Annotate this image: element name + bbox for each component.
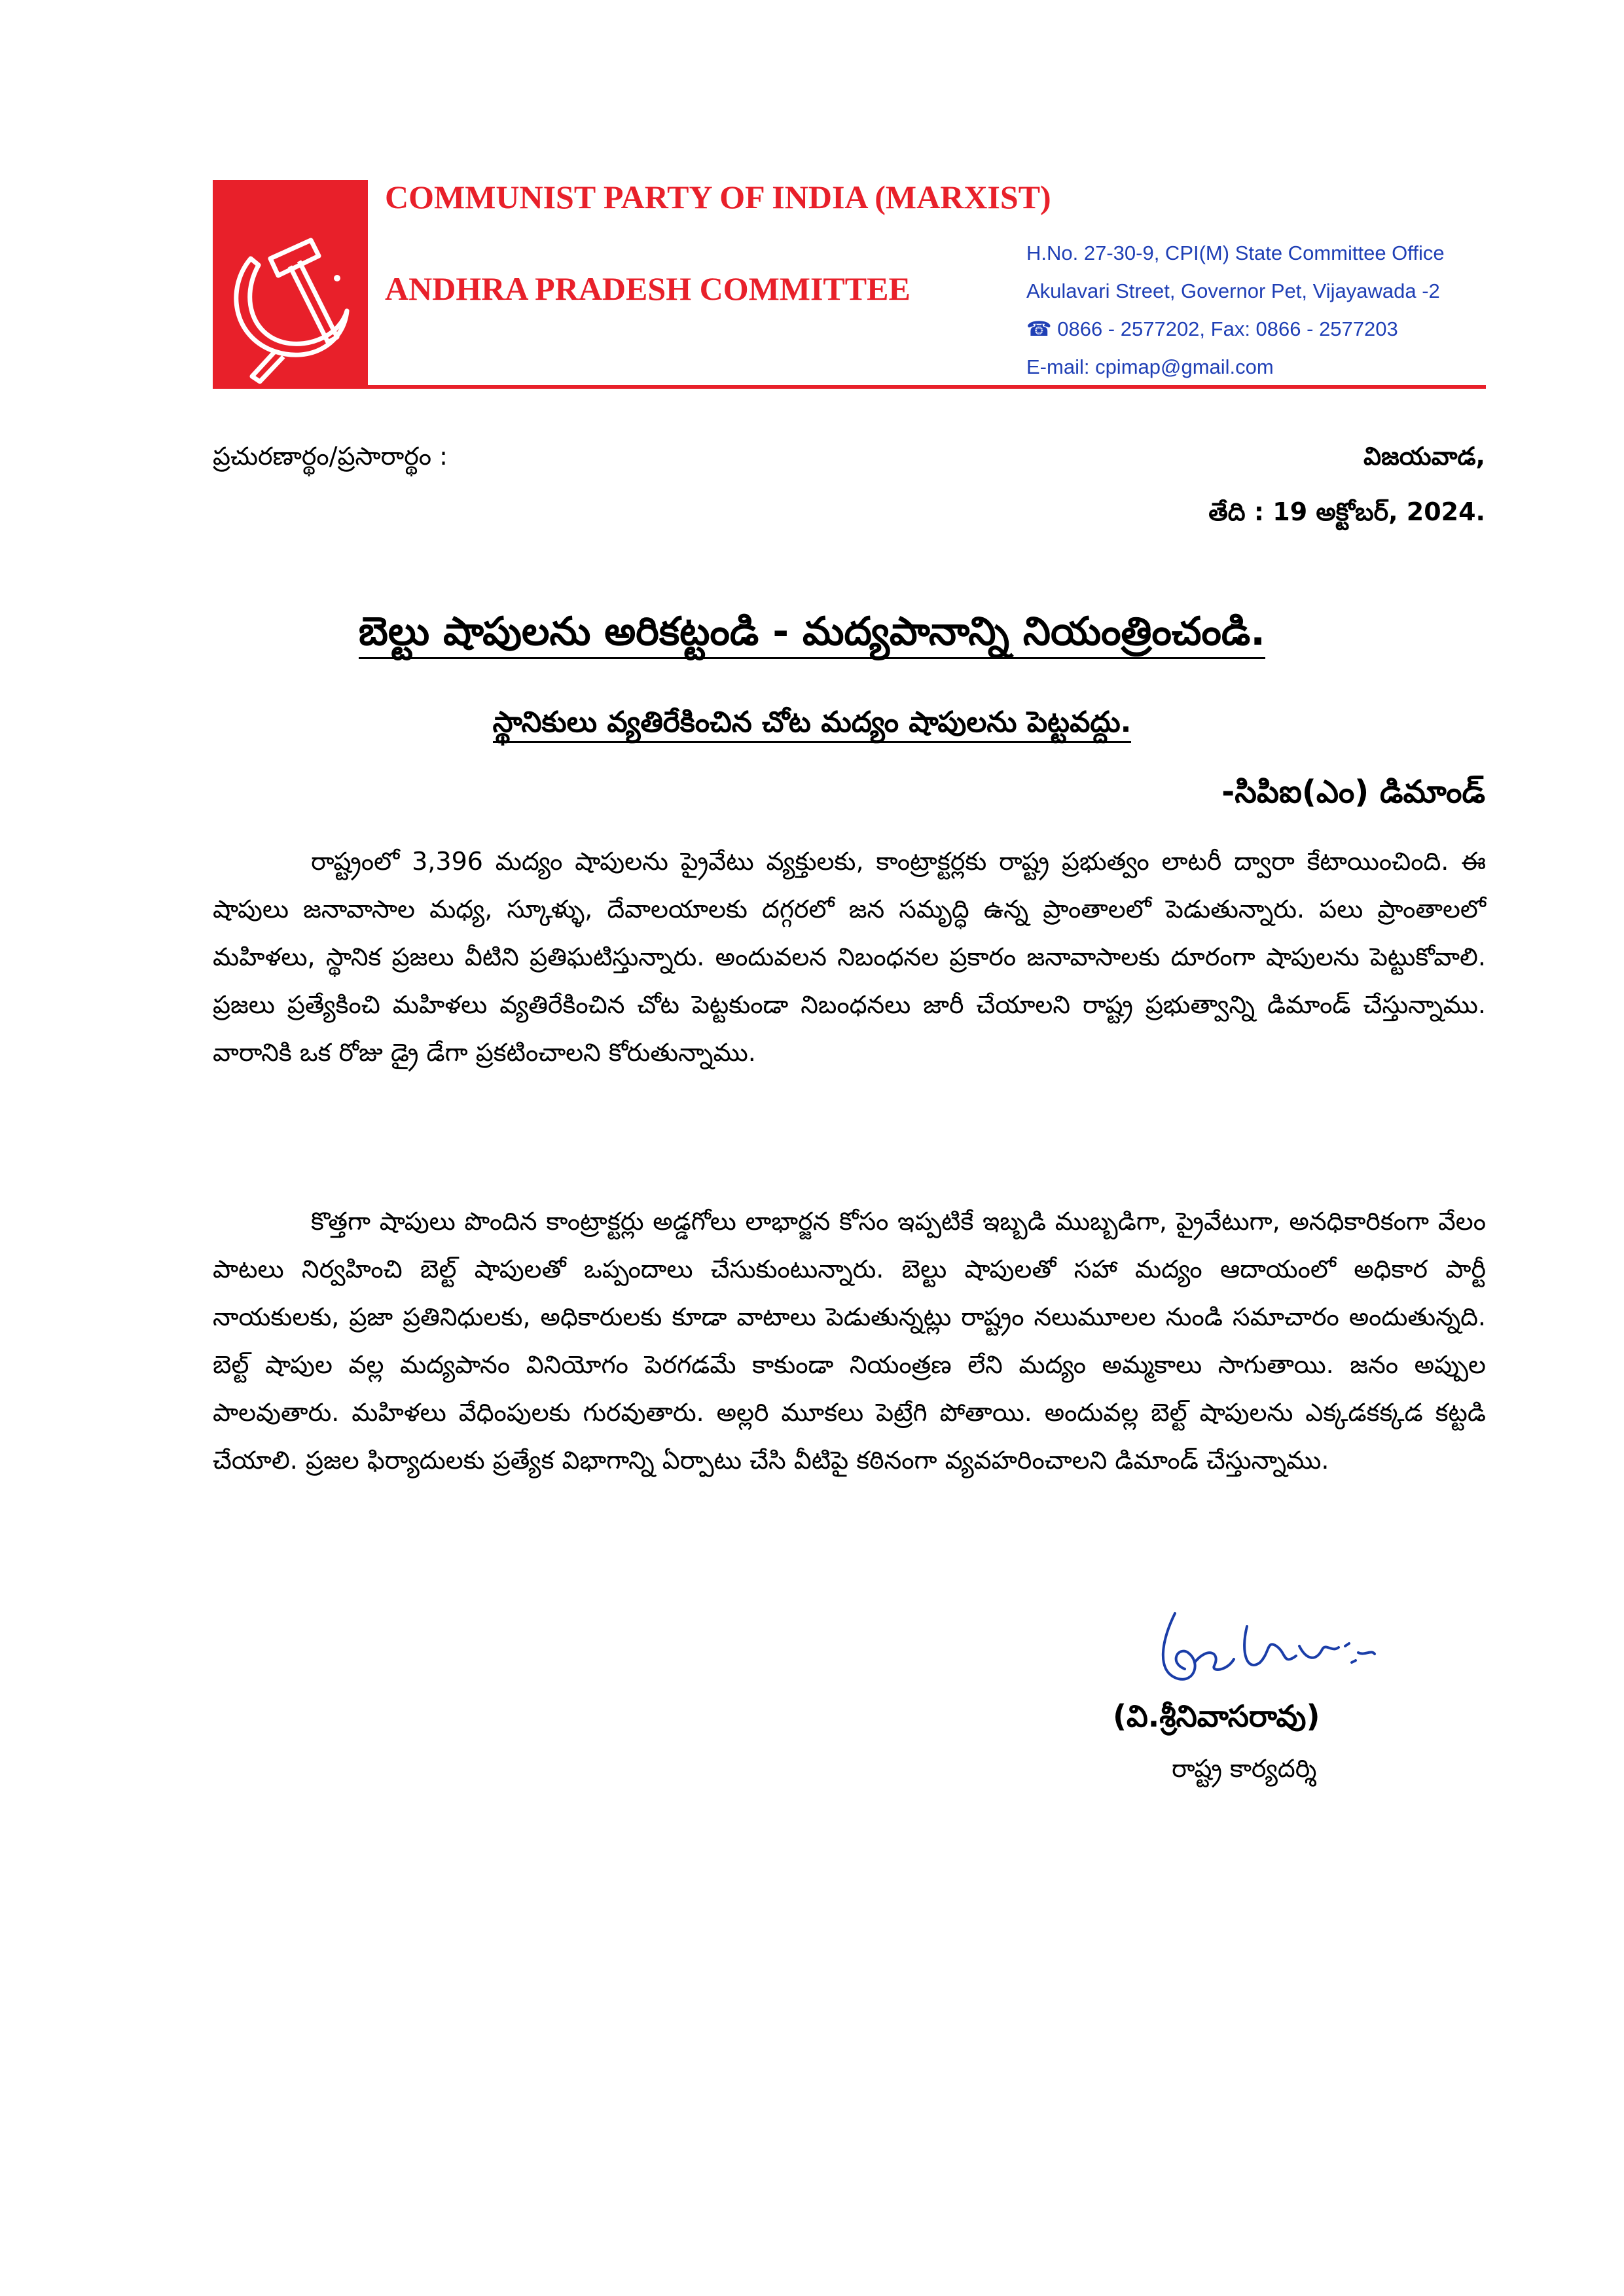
release-label: ప్రచురణార్థం/ప్రసారార్థం : [213, 442, 448, 471]
body-paragraph-2 [213, 1198, 1486, 1484]
address-line-office: H.No. 27-30-9, CPI(M) State Committee Office [1026, 242, 1445, 264]
hammer-sickle-icon [213, 180, 368, 388]
letterhead-divider [213, 385, 1486, 389]
headline-text: బెల్టు షాపులను అరికట్టండి - మద్యపానాన్ని నియంత్రించండి. [359, 609, 1265, 659]
paragraph-text: కొత్తగా షాపులు పొందిన కాంట్రాక్టర్లు అడ్డగోలు లాభార్జన కోసం ఇప్పటికే ఇబ్బడి ముబ్బడిగా, ప్రైవేటుగా, అనధికారికంగా వేలం పాటలు నిర్వహించి బెల్ట్ షాపులతో ఒప్పందాలు చేసుకుంటున్నారు. బెల్టు షాపులతో సహా మద్యం ఆదాయంలో అధికార పార్టీ నాయకులకు, ప్రజా ప్రతినిధులకు, అధికారులకు కూడా వాటాలు పెడుతున్నట్లు రాష్ట్రం నలుమూలల నుండి సమాచారం అందుతున్నది. బెల్ట్ షాపుల వల్ల మద్యపానం వినియోగం పెరగడమే కాకుండా నియంత్రణ లేని మద్యం అమ్మకాలు సాగుతాయి. జనం అప్పుల పాలవుతారు. మహిళలు వేధింపులకు గురవుతారు. అల్లరి మూకలు పెట్రేగి పోతాయి. అందువల్ల బెల్ట్ షాపులను ఎక్కడకక్కడ కట్టడి చేయాలి. ప్రజల ఫిర్యాదులకు ప్రత్యేక విభాగాన్ని ఏర్పాటు చేసి వీటిపై కఠినంగా వ్యవహరించాలని డిమాండ్ చేస్తున్నాము. [213, 1207, 1486, 1475]
place: విజయవాడ, [1363, 442, 1485, 471]
signatory-designation: రాష్ట్ర కార్యదర్శి [1172, 1754, 1317, 1783]
paragraph-text: రాష్ట్రంలో 3,396 మద్యం షాపులను ప్రైవేటు వ్యక్తులకు, కాంట్రాక్టర్లకు రాష్ట్ర ప్రభుత్వం లాటరీ ద్వారా కేటాయించింది. ఈ షాపులు జనావాసాల మధ్య, స్కూళ్ళు, దేవాలయాలకు దగ్గరలో జన సమృద్ధి ఉన్న ప్రాంతాలలో పెడుతున్నారు. పలు ప్రాంతాలలో మహిళలు, స్థానిక ప్రజలు వీటిని ప్రతిఘటిస్తున్నారు. అందువలన నిబంధనల ప్రకారం జనావాసాలకు దూరంగా షాపులను పెట్టుకోవాలి. ప్రజలు ప్రత్యేకించి మహిళలు వ్యతిరేకించిన చోట పెట్టకుండా నిబంధనలు జారీ చేయాలని రాష్ట్ర ప్రభుత్వాన్ని డిమాండ్ చేస్తున్నాము. వారానికి ఒక రోజు డ్రై డేగా ప్రకటించాలని కోరుతున్నాము. [213, 847, 1486, 1067]
committee-name: ANDHRA PRADESH COMMITTEE [385, 270, 911, 307]
address-block [1026, 234, 1445, 386]
signatory-name: (వి.శ్రీనివాసరావు) [1113, 1698, 1320, 1734]
date: తేది : 19 అక్టోబర్, 2024. [1208, 497, 1485, 526]
address-line-email: E-mail: cpimap@gmail.com [1026, 355, 1274, 378]
subheadline-text: స్థానికులు వ్యతిరేకించిన చోట మద్యం షాపులను పెట్టవద్దు. [493, 706, 1132, 743]
party-logo [213, 180, 368, 388]
party-name: COMMUNIST PARTY OF INDIA (MARXIST) [385, 179, 1051, 215]
headline [0, 609, 1624, 664]
subheadline [0, 706, 1624, 746]
address-line-phone: ☎ 0866 - 2577202, Fax: 0866 - 2577203 [1026, 317, 1398, 340]
handwritten-signature [1149, 1600, 1384, 1698]
demand-line: -సిపిఐ(ఎం) డిమాండ్ [1221, 774, 1485, 810]
body-paragraph-1 [213, 838, 1486, 1077]
address-line-street: Akulavari Street, Governor Pet, Vijayawada -2 [1026, 279, 1440, 302]
